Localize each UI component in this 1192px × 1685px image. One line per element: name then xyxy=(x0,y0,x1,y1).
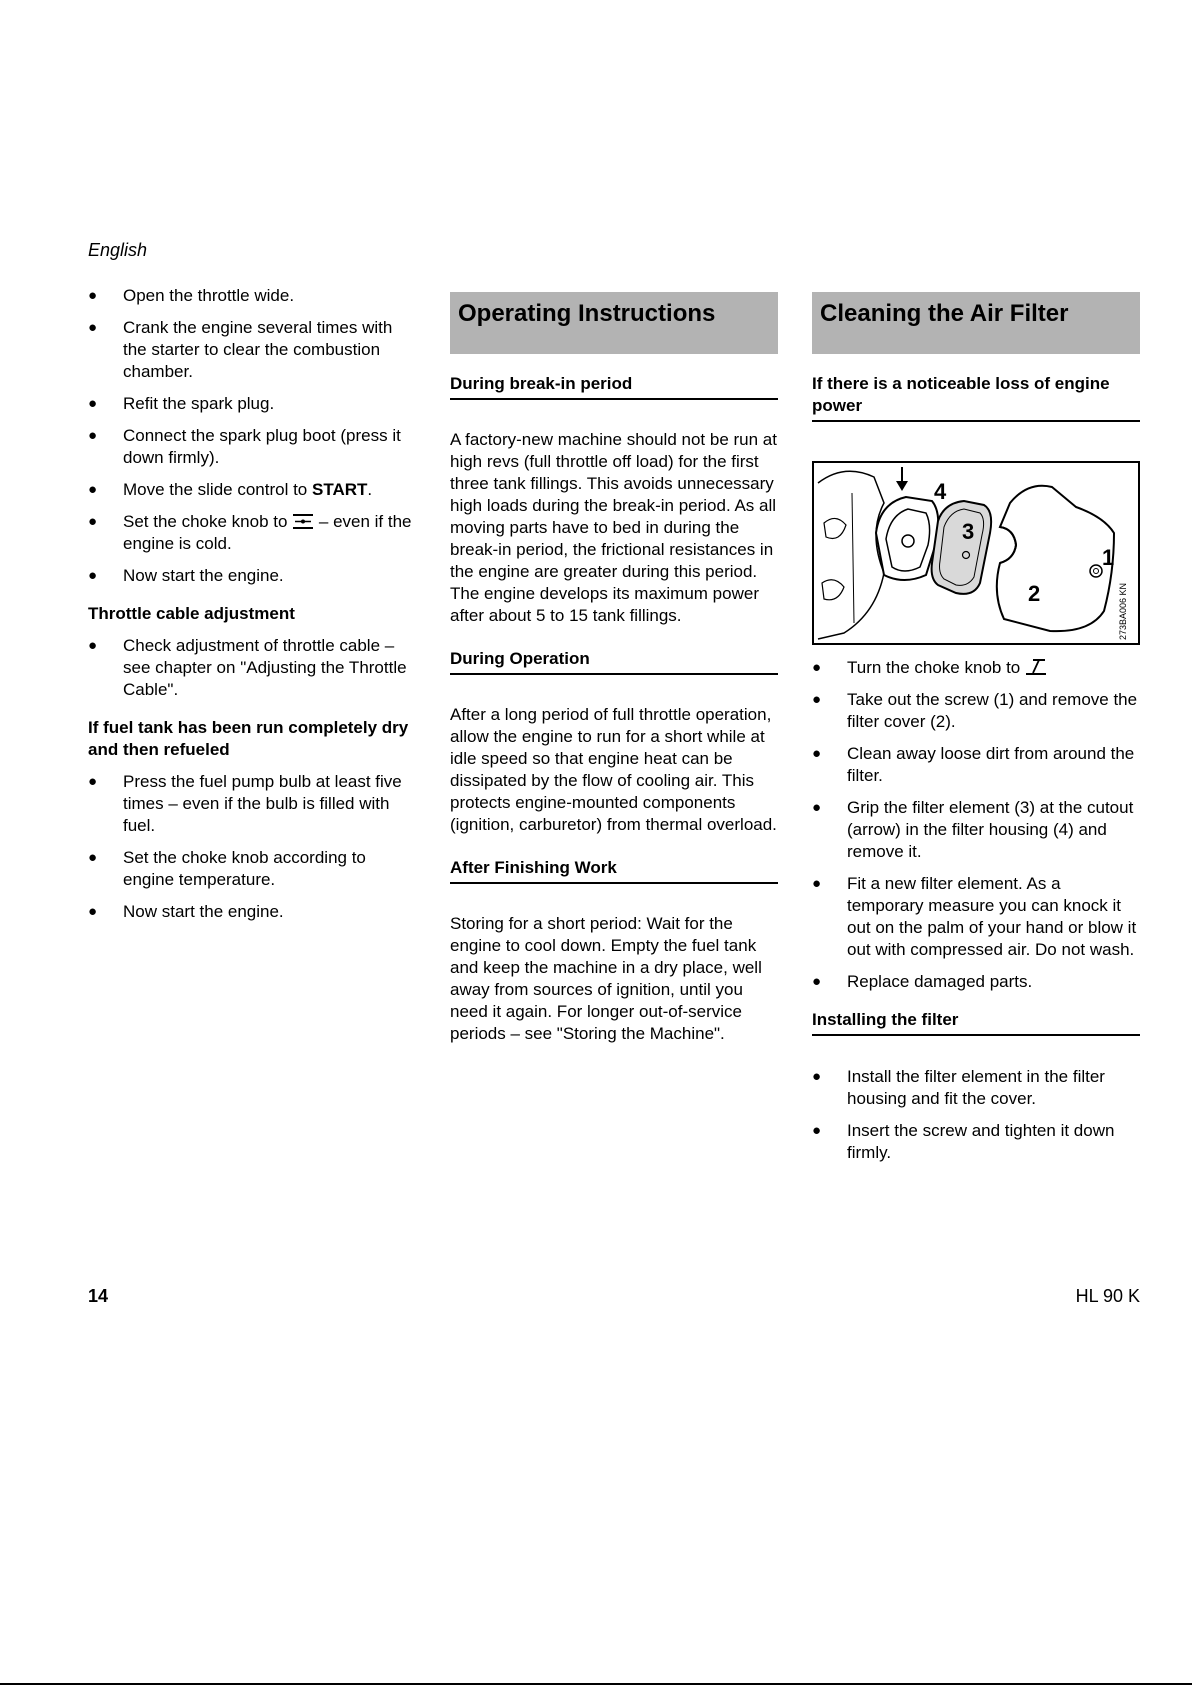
list-item-text: Turn the choke knob to xyxy=(847,658,1025,677)
page-number: 14 xyxy=(88,1286,109,1306)
throttle-cable-list xyxy=(88,635,418,701)
list-item-text: . xyxy=(367,480,373,499)
list-item: ● Fit a new filter element. As a temporary measure you can knock it out on the palm of your hand or blow it out with compressed air. Do not wash. xyxy=(812,873,1140,961)
list-item: ● Set the choke knob according to engine temperature. xyxy=(88,847,418,891)
installing-filter-heading: Installing the filter xyxy=(812,1009,1140,1036)
choke-closed-icon xyxy=(292,513,314,530)
list-item: ● Insert the screw and tighten it down firmly. xyxy=(812,1120,1140,1164)
list-item: ● Take out the screw (1) and remove the filter cover (2). xyxy=(812,689,1140,733)
installing-filter-list xyxy=(812,1066,1140,1164)
list-item: ● Clean away loose dirt from around the filter. xyxy=(812,743,1140,787)
break-in-heading: During break-in period xyxy=(450,373,778,400)
document-language: English xyxy=(88,240,148,260)
part-label-1: 1 xyxy=(1102,545,1115,570)
list-item: ● Refit the spark plug. xyxy=(88,393,418,415)
list-item: ● Check adjustment of throttle cable – see chapter on "Adjusting the Throttle Cable". xyxy=(88,635,418,701)
list-item: ● Connect the spark plug boot (press it down firmly). xyxy=(88,425,418,469)
air-filter-exploded-drawing xyxy=(814,463,1138,643)
left-column xyxy=(88,285,418,933)
list-item-text: Set the choke knob to xyxy=(123,512,293,531)
list-item: ● Open the throttle wide. xyxy=(88,285,418,307)
operating-instructions-banner: Operating Instructions xyxy=(450,292,778,354)
power-loss-heading: If there is a noticeable loss of engine power xyxy=(812,373,1140,422)
start-keyword: START xyxy=(311,480,368,499)
list-item xyxy=(88,479,418,501)
choke-open-icon xyxy=(1025,658,1047,676)
part-label-3: 3 xyxy=(962,519,975,544)
part-label-4: 4 xyxy=(934,479,947,504)
during-operation-text: After a long period of full throttle operation, allow the engine to run for a short while at idle speed so that engine heat can be dissipated by the flow of cooling air. This protects engine-mounted components (ignition, carburetor) from thermal overload. xyxy=(450,705,777,834)
list-item: ● Press the fuel pump bulb at least five times – even if the bulb is filled with fuel. xyxy=(88,771,418,837)
list-item xyxy=(88,511,418,555)
air-filter-steps-list xyxy=(812,657,1140,993)
list-item: ● Crank the engine several times with the starter to clear the combustion chamber. xyxy=(88,317,418,383)
starting-steps-list xyxy=(88,285,418,587)
list-item: ● Replace damaged parts. xyxy=(812,971,1140,993)
air-filter-illustration xyxy=(812,461,1140,645)
middle-column xyxy=(450,292,778,1066)
part-label-2: 2 xyxy=(1028,581,1041,606)
break-in-text: A factory-new machine should not be run at high revs (full throttle off load) for the first three tank fillings. This avoids unnecessary high loads during the break-in period. As all moving parts have to bed in during the break-in period, the frictional resistances in the engine are greater during this period. The engine develops its maximum power after about 5 to 15 tank fillings. xyxy=(450,430,777,625)
fuel-tank-heading: If fuel tank has been run completely dry and then refueled xyxy=(88,718,409,759)
after-finishing-text: Storing for a short period: Wait for the engine to cool down. Empty the fuel tank and keep the machine in a dry place, well away from sources of ignition, until you need it again. For longer out-of-service periods – see "Storing the Machine". xyxy=(450,914,762,1043)
during-operation-heading: During Operation xyxy=(450,648,778,675)
fuel-tank-list xyxy=(88,771,418,923)
list-item-text: Move the slide control to xyxy=(123,480,312,499)
model-name: HL 90 K xyxy=(1075,1286,1140,1306)
list-item: ● Now start the engine. xyxy=(88,565,418,587)
figure-code: 273BA006 KN xyxy=(1118,582,1128,640)
list-item: ● Install the filter element in the filter housing and fit the cover. xyxy=(812,1066,1140,1110)
air-filter-banner: Cleaning the Air Filter xyxy=(812,292,1140,354)
right-column xyxy=(812,292,1140,1174)
throttle-cable-heading: Throttle cable adjustment xyxy=(88,604,295,623)
list-item-text: – even if the engine is cold. xyxy=(123,512,412,553)
list-item: ● Grip the filter element (3) at the cutout (arrow) in the filter housing (4) and remove it. xyxy=(812,797,1140,863)
list-item: ● Now start the engine. xyxy=(88,901,418,923)
list-item xyxy=(812,657,1140,679)
after-finishing-heading: After Finishing Work xyxy=(450,857,778,884)
